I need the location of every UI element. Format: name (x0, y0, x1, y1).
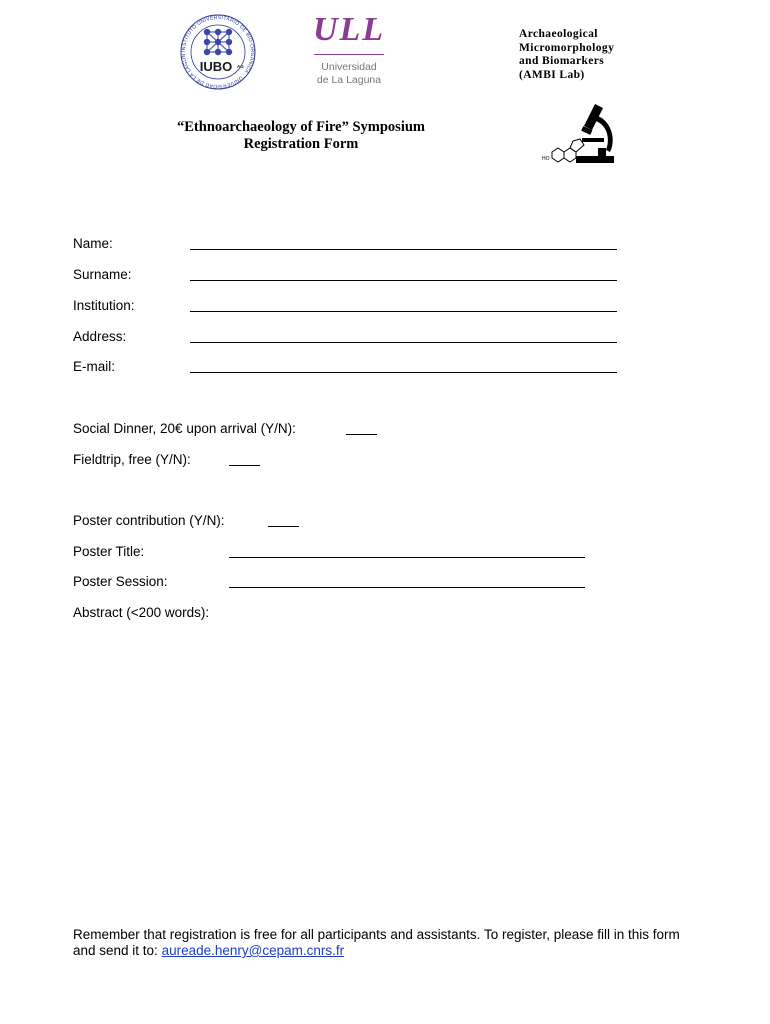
poster-contribution-label: Poster contribution (Y/N): (73, 513, 225, 528)
ull-logo-line2: de La Laguna (316, 74, 382, 86)
form-title (160, 119, 442, 153)
footer-text: Remember that registration is free for all participants and assistants. To register, please fill in this form and send it to: (73, 927, 680, 958)
ull-logo-divider (314, 54, 384, 55)
email-label: E-mail: (73, 359, 116, 374)
social-dinner-label: Social Dinner, 20€ upon arrival (Y/N): (73, 421, 296, 436)
lab-name (519, 28, 649, 82)
institution-field[interactable] (190, 311, 617, 312)
iubo-suffix: AG (237, 64, 244, 69)
abstract-label: Abstract (<200 words): (73, 605, 210, 620)
social-dinner-field[interactable] (346, 434, 377, 435)
microscope-icon (540, 100, 618, 166)
poster-title-label: Poster Title: (73, 544, 145, 559)
title-line-1: “Ethnoarchaeology of Fire” Symposium (177, 119, 425, 135)
poster-title-field[interactable] (229, 557, 585, 558)
fieldtrip-field[interactable] (229, 465, 260, 466)
molecule-label: HO (542, 156, 550, 162)
title-line-2: Registration Form (243, 136, 359, 152)
address-label: Address: (73, 329, 127, 344)
fieldtrip-label: Fieldtrip, free (Y/N): (73, 452, 191, 467)
lab-name-line: and Biomarkers (519, 55, 605, 67)
ull-logo-word: ULL (312, 11, 386, 48)
iubo-abbrev: IUBO (199, 59, 233, 74)
footer-note (73, 927, 703, 959)
address-field[interactable] (190, 342, 617, 343)
lab-name-line: Micromorphology (519, 41, 615, 54)
surname-field[interactable] (190, 280, 617, 281)
poster-contribution-field[interactable] (268, 526, 299, 527)
lab-name-line: Archaeological (519, 28, 598, 40)
lab-name-line: (AMBI Lab) (519, 68, 585, 81)
name-label: Name: (73, 236, 113, 251)
poster-session-label: Poster Session: (73, 574, 168, 589)
ull-logo-line1: Universidad (321, 61, 377, 73)
iubo-logo (176, 14, 260, 90)
surname-label: Surname: (73, 267, 132, 282)
institution-label: Institution: (73, 298, 135, 313)
abstract-area[interactable] (73, 626, 633, 906)
poster-session-field[interactable] (229, 587, 585, 588)
contact-email-link[interactable]: aureade.henry@cepam.cnrs.fr (161, 943, 345, 958)
ull-logo (310, 12, 388, 88)
name-field[interactable] (190, 249, 617, 250)
email-field[interactable] (190, 372, 617, 373)
iubo-ring-text: INSTITUTO UNIVERSITARIO DE BIO-ORGÁNICA · UNIVERSIDAD DE LA LAGUN (180, 14, 256, 90)
